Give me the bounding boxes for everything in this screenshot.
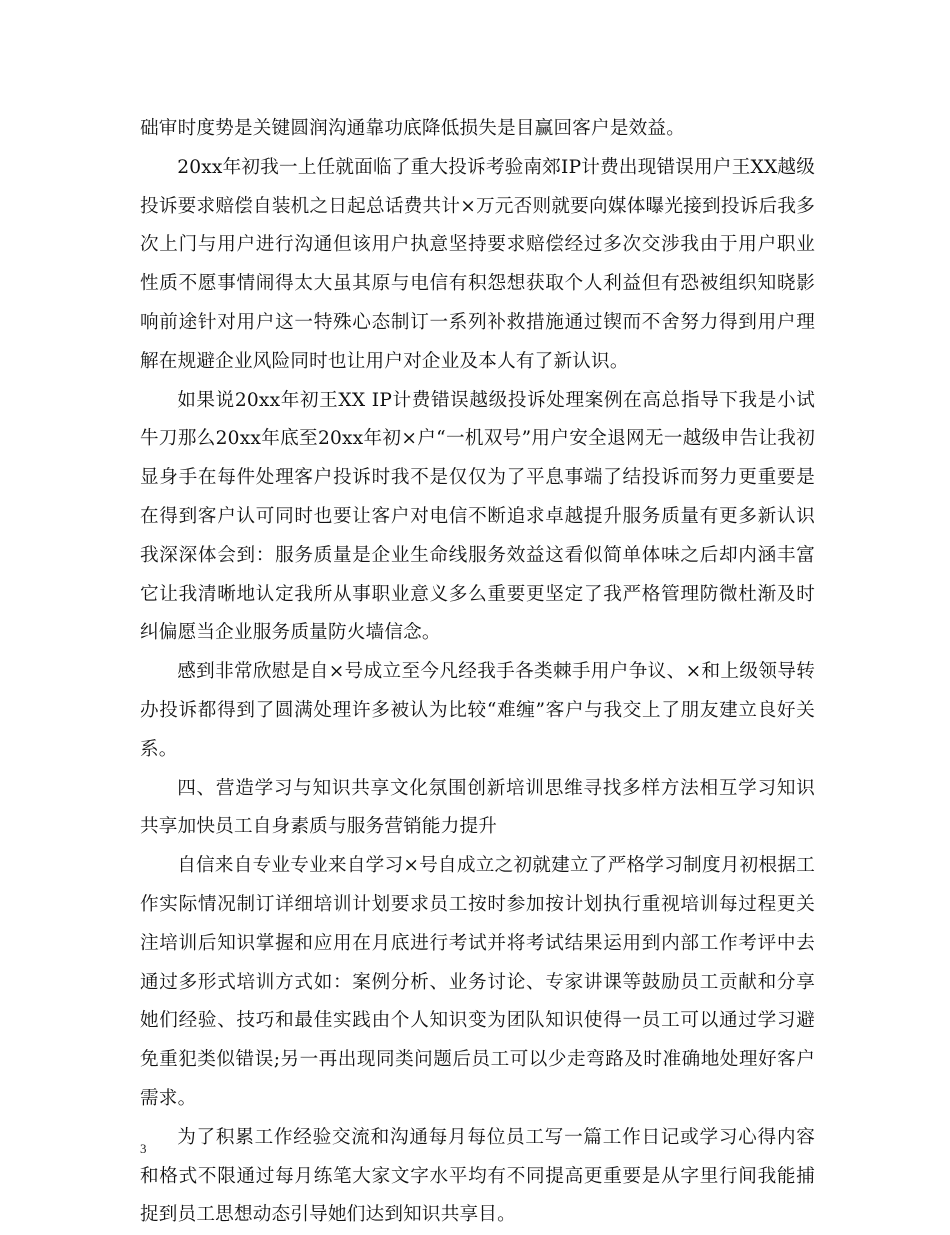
page-number: 3 [140,1141,147,1156]
paragraph: 自信来自专业专业来自学习×号自成立之初就建立了严格学习制度月初根据工作实际情况制订详细培训计划要求员工按时参加按计划执行重视培训每过程更关注培训后知识掌握和应用在月底进行考试并将考试结果运用到内部工作考评中去通过多形式培训方式如：案例分析、业务讨论、专家讲课等鼓励员工贡献和分享她们经验、技巧和最佳实践由个人知识变为团队知识使得一员工可以通过学习避免重犯类似错误;另一再出现同类问题后员工可以少走弯路及时准确地处理好客户需求。 [140,855,815,1109]
paragraph: 础审时度势是关键圆润沟通靠功底降低损失是目赢回客户是效益。 [140,118,686,139]
paragraph: 为了积累工作经验交流和沟通每月每位员工写一篇工作日记或学习心得内容和格式不限通过每月练笔大家文字水平均有不同提高更重要是从字里行间我能捕捉到员工思想动态引导她们达到知识共享目。 [140,1126,815,1226]
paragraph: 如果说20xx年初王XX IP计费错误越级投诉处理案例在高总指导下我是小试牛刀那么20xx年底至20xx年初×户“一机双号”用户安全退网无一越级申告让我初显身手在每件处理客户投诉时我不是仅仅为了平息事端了结投诉而努力更重要是在得到客户认可同时也要让客户对电信不断追求卓越提升服务质量有更多新认识我深深体会到：服务质量是企业生命线服务效益这看似简单体味之后却内涵丰富它让我清晰地认定我所从事职业意义多么重要更坚定了我严格管理防微杜渐及时纠偏愿当企业服务质量防火墙信念。 [140,389,815,644]
section-heading: 四、营造学习与知识共享文化氛围创新培训思维寻找多样方法相互学习知识共享加快员工自身素质与服务营销能力提升 [140,777,815,838]
paragraph: 20xx年初我一上任就面临了重大投诉考验南郊IP计费出现错误用户王XX越级投诉要求赔偿自装机之日起总话费共计×万元否则就要向媒体曝光接到投诉后我多次上门与用户进行沟通但该用户执意坚持要求赔偿经过多次交涉我由于用户职业性质不愿事情闹得太大虽其原与电信有积怨想获取个人利益但有恐被组织知晓影响前途针对用户这一特殊心态制订一系列补救措施通过锲而不舍努力得到用户理解在规避企业风险同时也让用户对企业及本人有了新认识。 [140,156,815,372]
paragraph: 感到非常欣慰是自×号成立至今凡经我手各类棘手用户争议、×和上级领导转办投诉都得到了圆满处理许多被认为比较“难缠”客户与我交上了朋友建立良好关系。 [140,661,815,760]
document-body [140,110,815,1235]
